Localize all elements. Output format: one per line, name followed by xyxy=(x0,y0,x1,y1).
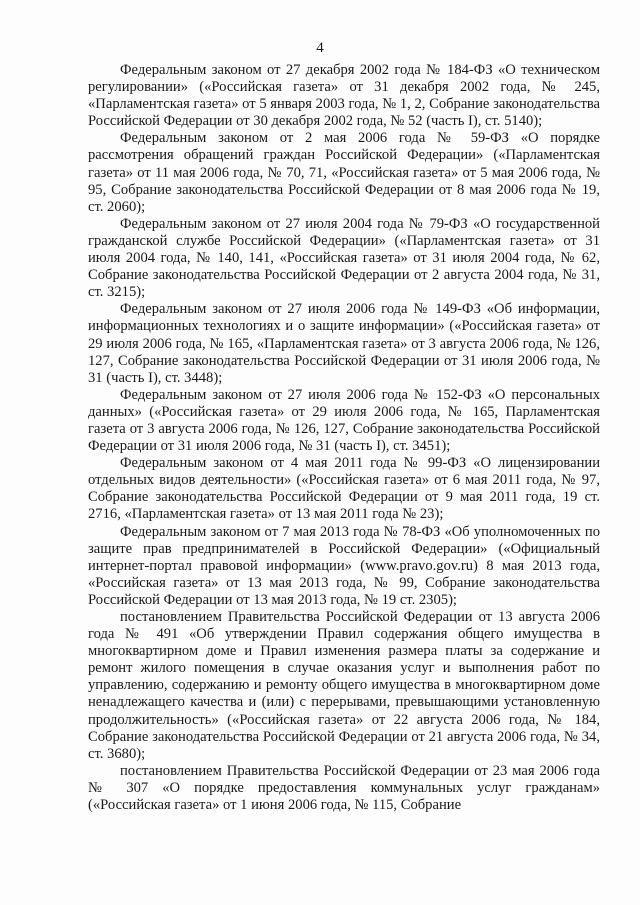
paragraph-law-99-fz: Федеральным законом от 4 мая 2011 года № 99-ФЗ «О лицензировании отдельных видов деятельности» («Российская газета» от 6 мая 2011 года, № 97, Собрание законодательства Российской Федерации от 9 мая 2011 года, 19 ст. 2716, «Парламентская газета» от 13 мая 2011 года № 23); xyxy=(88,455,600,523)
paragraph-law-79-fz: Федеральным законом от 27 июля 2004 года № 79-ФЗ «О государственной гражданской службе Российской Федерации» («Парламентская газета» от 31 июля 2004 года, № 140, 141, «Российская газета» от 31 июля 2004 года, № 62, Собрание законодательства Российской Федерации от 2 августа 2004 года, № 31, ст. 3215); xyxy=(88,215,600,301)
paragraph-resolution-307: постановлением Правительства Российской Федерации от 23 мая 2006 года № 307 «О порядке предоставления коммунальных услуг гражданам» («Российская газета» от 1 июня 2006 года, № 115, Собрание xyxy=(88,762,600,814)
page-number: 4 xyxy=(316,40,324,56)
document-body xyxy=(88,62,600,814)
paragraph-resolution-491: постановлением Правительства Российской Федерации от 13 августа 2006 года № 491 «Об утверждении Правил содержания общего имущества в многоквартирном доме и Правил изменения размера платы за содержание и ремонт жилого помещения в случае оказания услуг и выполнения работ по управлению, содержанию и ремонту общего имущества в многоквартирном доме ненадлежащего качества и (или) с перерывами, превышающими установленную продолжительность» («Российская газета» от 22 августа 2006 года, № 184, Собрание законодательства Российской Федерации от 21 августа 2006 года, № 34, ст. 3680); xyxy=(88,609,600,762)
paragraph-law-78-fz: Федеральным законом от 7 мая 2013 года № 78-ФЗ «Об уполномоченных по защите прав предпринимателей в Российской Федерации» («Официальный интернет-портал правовой информации» (www.pravo.gov.ru) 8 мая 2013 года, «Российская газета» от 13 мая 2013 года, № 99, Собрание законодательства Российской Федерации от 13 мая 2013 года, № 19 ст. 2305); xyxy=(88,523,600,608)
paragraph-law-152-fz: Федеральным законом от 27 июля 2006 года № 152-ФЗ «О персональных данных» («Российская газета» от 29 июля 2006 года, № 165, Парламентская газета от 3 августа 2006 года, № 126, 127, Собрание законодательства Российской Федерации от 31 июля 2006 года, № 31 (часть I), ст. 3451); xyxy=(88,386,600,455)
paragraph-law-149-fz: Федеральным законом от 27 июля 2006 года № 149-ФЗ «Об информации, информационных технологиях и о защите информации» («Российская газета» от 29 июля 2006 года, № 165, «Парламентская газета» от 3 августа 2006 года, № 126, 127, Собрание законодательства Российской Федерации от 31 июля 2006 года, № 31 (часть I), ст. 3448); xyxy=(88,301,600,386)
paragraph-law-59-fz: Федеральным законом от 2 мая 2006 года № 59-ФЗ «О порядке рассмотрения обращений граждан Российской Федерации» («Парламентская газета» от 11 мая 2006 года, № 70, 71, «Российская газета» от 5 мая 2006 года, № 95, Собрание законодательства Российской Федерации от 8 мая 2006 года № 19, ст. 2060); xyxy=(88,130,600,215)
paragraph-law-184-fz: Федеральным законом от 27 декабря 2002 года № 184-ФЗ «О техническом регулировании» («Российская газета» от 31 декабря 2002 года, № 245, «Парламентская газета» от 5 января 2003 года, № 1, 2, Собрание законодательства Российской Федерации от 30 декабря 2002 года, № 52 (часть I), ст. 5140); xyxy=(88,62,600,130)
